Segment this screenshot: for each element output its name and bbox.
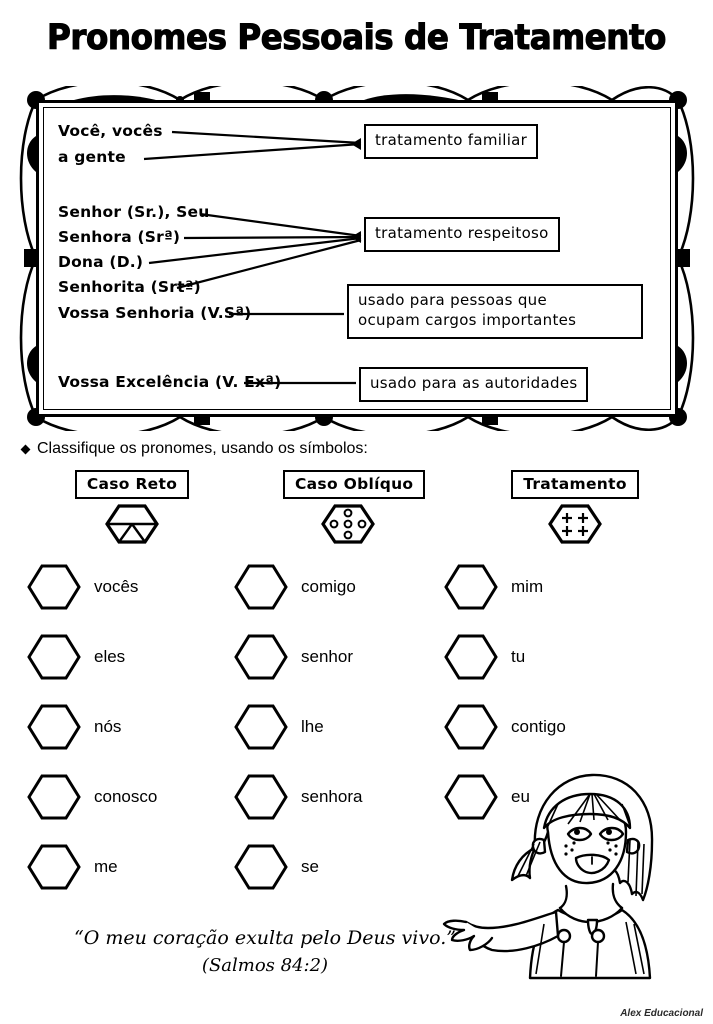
definition-box-cargos: [347, 284, 643, 339]
answer-hexagon-icon[interactable]: [26, 563, 82, 611]
term-a-gente: a gente: [58, 148, 126, 166]
word-label: senhor: [301, 647, 353, 666]
word-item: [26, 832, 157, 902]
term-vossa-senhoria: Vossa Senhoria (V.Sª): [58, 304, 252, 322]
page-title: Pronomes Pessoais de Tratamento: [47, 18, 666, 58]
word-item: [233, 552, 362, 622]
term-senhora: Senhora (Srª): [58, 228, 181, 246]
word-label: eu: [511, 787, 530, 806]
word-item: [26, 692, 157, 762]
term-vossa-excelencia: Vossa Excelência (V. Exª): [58, 373, 282, 391]
word-label: senhora: [301, 787, 363, 806]
instruction-text: Classifique os pronomes, usando os símbolos:: [37, 440, 368, 457]
word-label: contigo: [511, 717, 566, 736]
hexagon-five-dots-icon: [283, 504, 413, 549]
word-label: tu: [511, 647, 526, 666]
answer-hexagon-icon[interactable]: [443, 703, 499, 751]
word-item: [233, 692, 362, 762]
definition-line-1: tratamento familiar: [375, 131, 528, 149]
category-label: Tratamento: [511, 470, 639, 499]
category-caso-obliquo: [283, 470, 413, 549]
hexagon-four-plus-icon: [505, 504, 645, 549]
word-item: [26, 552, 157, 622]
category-label: Caso Reto: [75, 470, 189, 499]
answer-hexagon-icon[interactable]: [26, 773, 82, 821]
definition-box-autoridades: [359, 367, 588, 402]
answer-hexagon-icon[interactable]: [443, 563, 499, 611]
definition-line-1: usado para pessoas que: [358, 291, 548, 309]
definition-line-2: ocupam cargos importantes: [358, 310, 577, 329]
word-item: [233, 762, 362, 832]
definition-line-1: tratamento respeitoso: [375, 224, 549, 242]
word-label: nós: [94, 717, 122, 736]
term-voce-voces: Você, vocês: [58, 122, 163, 140]
word-item: [26, 762, 157, 832]
answer-hexagon-icon[interactable]: [26, 633, 82, 681]
word-item: [443, 552, 566, 622]
answer-hexagon-icon[interactable]: [233, 563, 289, 611]
term-senhor-seu: Senhor (Sr.), Seu: [58, 203, 210, 221]
hexagon-asterisk-icon: [72, 504, 192, 549]
diamond-bullet-icon: [21, 444, 31, 454]
bible-quote: [0, 925, 530, 979]
word-label: comigo: [301, 577, 356, 596]
word-column-2: [233, 552, 362, 902]
word-item: [443, 692, 566, 762]
word-item: [233, 832, 362, 902]
word-column-1: [26, 552, 157, 902]
term-dona: Dona (D.): [58, 253, 144, 271]
word-label: se: [301, 857, 319, 876]
answer-hexagon-icon[interactable]: [233, 703, 289, 751]
answer-hexagon-icon[interactable]: [233, 843, 289, 891]
word-label: lhe: [301, 717, 324, 736]
answer-hexagon-icon[interactable]: [233, 633, 289, 681]
definition-line-1: usado para as autoridades: [370, 374, 578, 392]
footer-credit: Alex Educacional: [620, 1008, 703, 1019]
word-label: eles: [94, 647, 126, 666]
definition-box-respeitoso: [364, 217, 560, 252]
answer-hexagon-icon[interactable]: [26, 843, 82, 891]
answer-hexagon-icon[interactable]: [233, 773, 289, 821]
category-label: Caso Oblíquo: [283, 470, 425, 499]
word-label: mim: [511, 577, 544, 596]
word-label: conosco: [94, 787, 158, 806]
term-senhorita: Senhorita (Srtª): [58, 278, 201, 296]
definition-box-familiar: [364, 124, 538, 159]
word-label: vocês: [94, 577, 139, 596]
category-tratamento: [505, 470, 645, 549]
word-item: [233, 622, 362, 692]
instruction-row: [22, 440, 368, 458]
word-item: [443, 622, 566, 692]
quote-text: “O meu coração exulta pelo Deus vivo.”: [74, 927, 456, 949]
pronoun-chart-frame: [14, 86, 700, 431]
category-caso-reto: [72, 470, 192, 549]
quote-reference: (Salmos 84:2): [201, 954, 329, 976]
word-item: [26, 622, 157, 692]
answer-hexagon-icon[interactable]: [443, 633, 499, 681]
word-label: me: [94, 857, 118, 876]
answer-hexagon-icon[interactable]: [26, 703, 82, 751]
